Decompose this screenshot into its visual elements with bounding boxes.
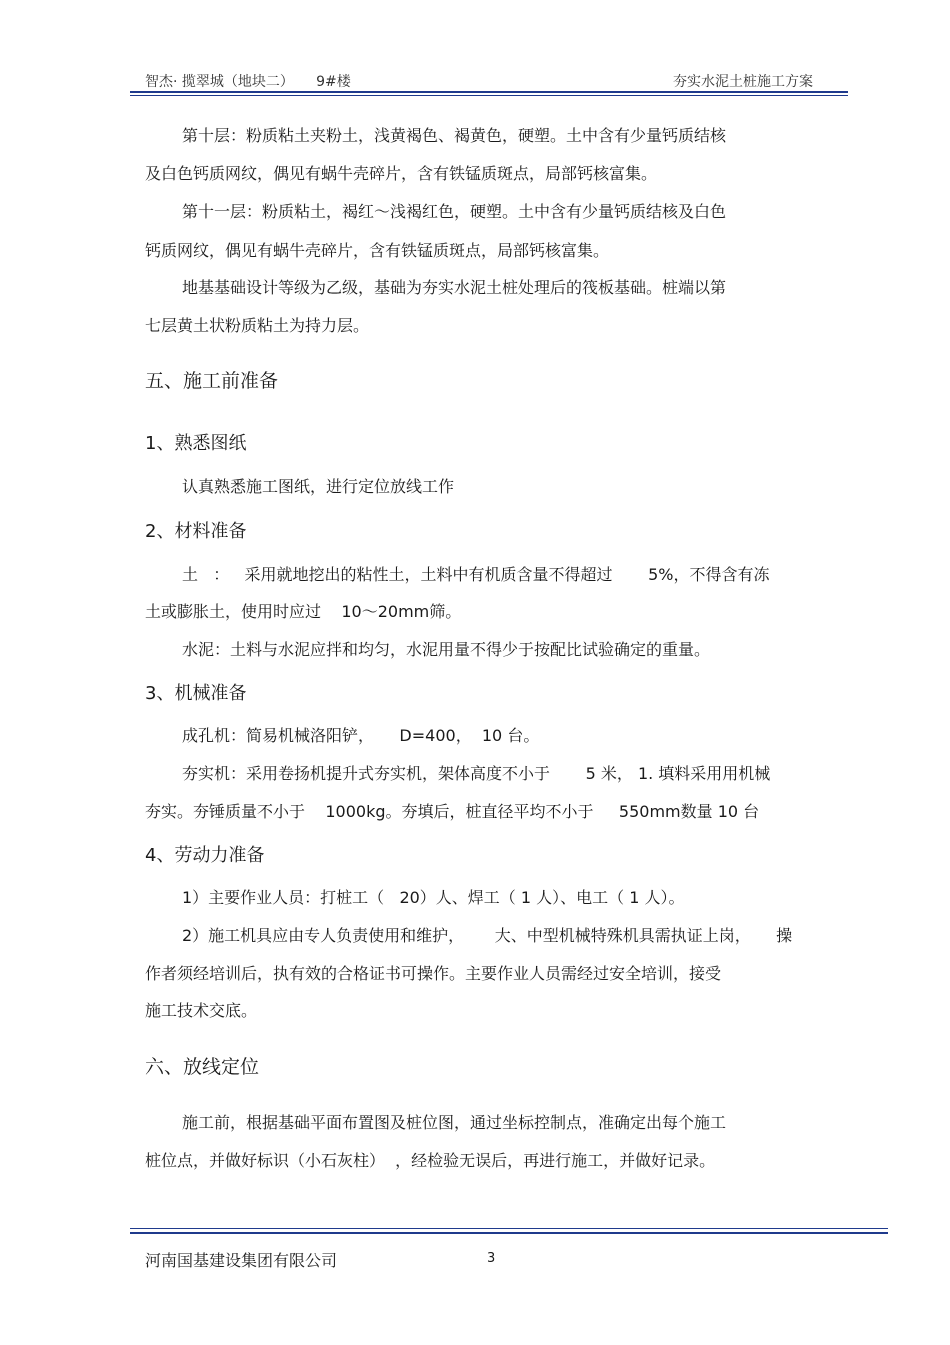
paragraph-line: 夯实。夯锤质量不小于 1000kg。夯填后，桩直径平均不小于 550mm数量 10 台 <box>145 802 760 821</box>
paragraph-line: 及白色钙质网纹，偶见有蜗牛壳碎片，含有铁锰质斑点，局部钙核富集。 <box>145 164 658 183</box>
paragraph-line: 第十一层：粉质粘土，褐红～浅褐红色，硬塑。土中含有少量钙质结核及白色 <box>182 202 727 221</box>
paragraph-line: 1）主要作业人员：打桩工（ 20）人、焊工（ 1 人）、电工（ 1 人）。 <box>182 888 685 907</box>
paragraph-line: 七层黄土状粉质粘土为持力层。 <box>145 316 370 335</box>
paragraph-line: 桩位点，并做好标识（小石灰柱） ，经检验无误后，再进行施工，并做好记录。 <box>145 1151 716 1170</box>
subsection-heading: 1、熟悉图纸 <box>145 433 247 454</box>
paragraph-line: 地基基础设计等级为乙级，基础为夯实水泥土桩处理后的筏板基础。桩端以第 <box>182 278 727 297</box>
paragraph-line: 成孔机：简易机械洛阳铲， D=400， 10 台。 <box>182 726 540 745</box>
header-rule-thick <box>130 91 848 93</box>
paragraph-line: 土或膨胀土，使用时应过 10～20mm筛。 <box>145 602 462 621</box>
paragraph-line: 作者须经培训后，执有效的合格证书可操作。主要作业人员需经过安全培训，接受 <box>145 964 722 983</box>
paragraph-line: 施工前，根据基础平面布置图及桩位图，通过坐标控制点，准确定出每个施工 <box>182 1113 727 1132</box>
header-project-title: 智杰· 揽翠城（地块二） 9#楼 <box>145 74 351 90</box>
section-heading: 五、施工前准备 <box>145 370 279 392</box>
footer-company-name: 河南国基建设集团有限公司 <box>145 1251 338 1270</box>
paragraph-line: 第十层：粉质粘土夹粉土，浅黄褐色、褐黄色，硬塑。土中含有少量钙质结核 <box>182 126 727 145</box>
paragraph-line: 认真熟悉施工图纸，进行定位放线工作 <box>182 477 455 496</box>
subsection-heading: 4、劳动力准备 <box>145 845 265 866</box>
paragraph-line: 水泥：土料与水泥应拌和均匀，水泥用量不得少于按配比试验确定的重量。 <box>182 640 711 659</box>
paragraph-line: 夯实机：采用卷扬机提升式夯实机，架体高度不小于 5 米， 1. 填料采用用机械 <box>182 764 771 783</box>
subsection-heading: 2、材料准备 <box>145 521 247 542</box>
footer-rule-thin <box>130 1228 888 1229</box>
header-document-title: 夯实水泥土桩施工方案 <box>673 74 813 90</box>
page-number: 3 <box>487 1251 496 1266</box>
section-heading: 六、放线定位 <box>145 1056 260 1078</box>
paragraph-line: 2）施工机具应由专人负责使用和维护， 大、中型机械特殊机具需执证上岗， 操 <box>182 926 793 945</box>
footer-rule-thick <box>130 1232 888 1234</box>
paragraph-line: 施工技术交底。 <box>145 1001 258 1020</box>
header-rule-thin <box>130 95 848 96</box>
paragraph-line: 钙质网纹，偶见有蜗牛壳碎片，含有铁锰质斑点，局部钙核富集。 <box>145 241 610 260</box>
paragraph-line: 土 ： 采用就地挖出的粘性土，土料中有机质含量不得超过 5%，不得含有冻 <box>182 565 770 584</box>
subsection-heading: 3、机械准备 <box>145 683 247 704</box>
